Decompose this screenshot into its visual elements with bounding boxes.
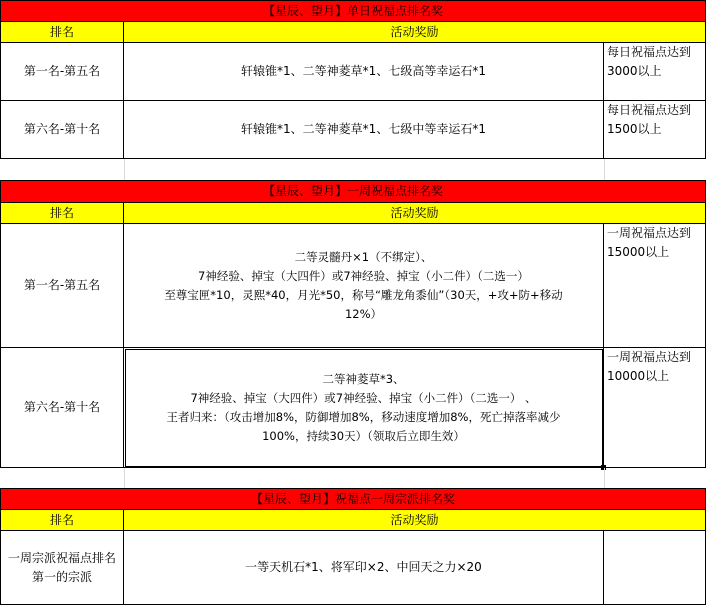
condition-line: 每日祝福点达到 bbox=[607, 45, 692, 59]
reward-line: 12%） bbox=[344, 306, 383, 321]
section-title-row bbox=[0, 488, 706, 510]
gridline bbox=[604, 468, 605, 488]
condition-line: 15000以上 bbox=[607, 245, 670, 259]
rank-cell[interactable]: 第一名-第五名 bbox=[0, 43, 124, 101]
condition-line: 一周祝福点达到 bbox=[607, 226, 692, 240]
header-reward[interactable]: 活动奖励 bbox=[124, 203, 706, 224]
reward-line: 王者归来：（攻击增加8%，防御增加8%，移动速度增加8%，死亡掉落率减少 bbox=[166, 409, 561, 424]
condition-cell[interactable] bbox=[604, 43, 706, 101]
table-row bbox=[0, 43, 706, 101]
rank-line: 一周宗派祝福点排名 bbox=[7, 550, 116, 565]
section-title[interactable]: 【星辰、望月】单日祝福点排名奖 bbox=[0, 0, 706, 22]
gridline bbox=[124, 159, 125, 180]
reward-line: 二等神菱草*3、 bbox=[322, 371, 405, 386]
condition-cell[interactable] bbox=[604, 531, 706, 605]
header-row bbox=[0, 203, 706, 224]
condition-cell[interactable] bbox=[604, 224, 706, 348]
header-reward[interactable]: 活动奖励 bbox=[124, 510, 706, 531]
section-title[interactable]: 【星辰、望月】祝福点一周宗派排名奖 bbox=[0, 488, 706, 510]
condition-cell[interactable] bbox=[604, 101, 706, 159]
reward-cell[interactable]: 一等天机石*1、将军印×2、中回天之力×20 bbox=[124, 531, 604, 605]
condition-cell[interactable] bbox=[604, 348, 706, 468]
header-row bbox=[0, 510, 706, 531]
condition-line: 10000以上 bbox=[607, 369, 670, 383]
header-rank[interactable]: 排名 bbox=[0, 203, 124, 224]
condition-line: 每日祝福点达到 bbox=[607, 103, 692, 117]
rank-cell[interactable]: 第一名-第五名 bbox=[0, 224, 124, 348]
rank-cell[interactable]: 第六名-第十名 bbox=[0, 348, 124, 468]
table-row bbox=[0, 101, 706, 159]
condition-line: 3000以上 bbox=[607, 64, 662, 78]
header-reward[interactable]: 活动奖励 bbox=[124, 22, 706, 43]
table-row bbox=[0, 348, 706, 468]
reward-cell[interactable]: 轩辕锥*1、二等神菱草*1、七级高等幸运石*1 bbox=[124, 43, 604, 101]
gridline bbox=[604, 159, 605, 180]
reward-line: 至尊宝匣*10，灵熙*40，月光*50，称号“雕龙角黍仙”（30天，+攻+防+移动 bbox=[164, 287, 563, 302]
section-title-row bbox=[0, 0, 706, 22]
table-row bbox=[0, 224, 706, 348]
header-rank[interactable]: 排名 bbox=[0, 510, 124, 531]
section-title[interactable]: 【星辰、望月】一周祝福点排名奖 bbox=[0, 180, 706, 203]
rank-line: 第一的宗派 bbox=[31, 569, 92, 584]
spacer-row bbox=[0, 159, 706, 180]
reward-cell-selected[interactable] bbox=[124, 348, 604, 468]
table-row bbox=[0, 531, 706, 605]
rank-cell[interactable] bbox=[0, 531, 124, 605]
reward-cell[interactable] bbox=[124, 224, 604, 348]
condition-line: 一周祝福点达到 bbox=[607, 350, 692, 364]
section-title-row bbox=[0, 180, 706, 203]
reward-line: 二等灵髓丹×1（不绑定）、 bbox=[294, 249, 433, 264]
reward-cell[interactable]: 轩辕锥*1、二等神菱草*1、七级中等幸运石*1 bbox=[124, 101, 604, 159]
rank-cell[interactable]: 第六名-第十名 bbox=[0, 101, 124, 159]
condition-line: 1500以上 bbox=[607, 122, 662, 136]
spacer-row bbox=[0, 468, 706, 488]
header-rank[interactable]: 排名 bbox=[0, 22, 124, 43]
reward-line: 100%，持续30天）（领取后立即生效） bbox=[262, 428, 465, 443]
reward-line: 7神经验、掉宝（大四件）或7神经验、掉宝（小二件）（二选一） 、 bbox=[190, 390, 537, 405]
reward-line: 7神经验、掉宝（大四件）或7神经验、掉宝（小二件）（二选一） bbox=[198, 268, 529, 283]
gridline bbox=[124, 468, 125, 488]
header-row bbox=[0, 22, 706, 43]
